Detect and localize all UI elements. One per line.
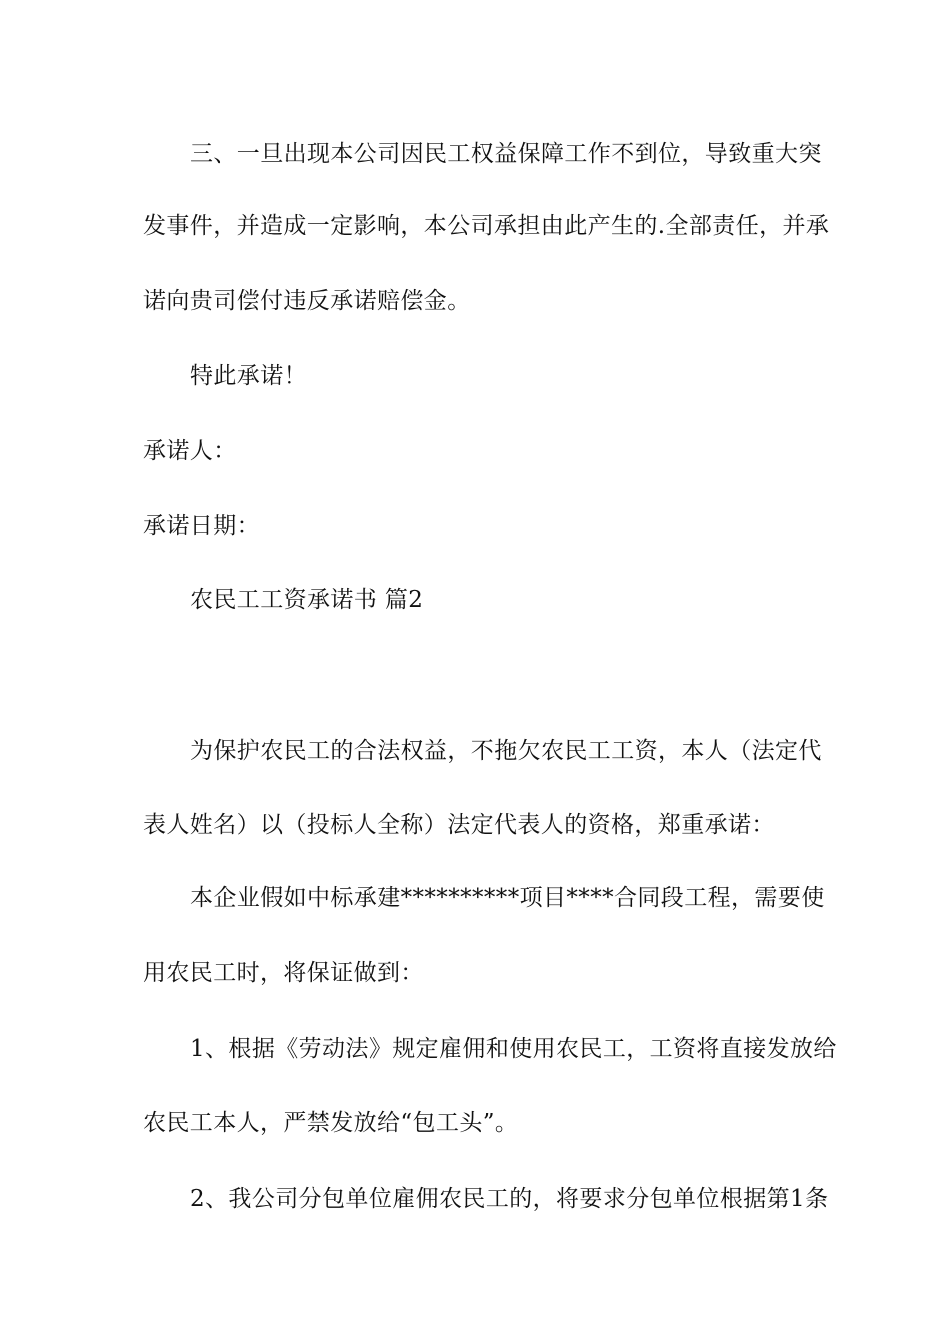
paragraph-line-8: 1、根据《劳动法》规定雇佣和使用农民工，工资将直接发放给 [190, 1036, 837, 1062]
paragraph-line-10: 2、我公司分包单位雇佣农民工的，将要求分包单位根据第1条 [190, 1186, 829, 1212]
promise-date-label: 承诺日期： [143, 513, 260, 539]
closing-statement: 特此承诺！ [190, 363, 307, 389]
section-title: 农民工工资承诺书 篇2 [190, 587, 424, 613]
paragraph-line-6: 本企业假如中标承建**********项目****合同段工程，需要使 [190, 885, 825, 911]
paragraph-line-1: 三、一旦出现本公司因民工权益保障工作不到位，导致重大突 [190, 141, 822, 167]
paragraph-line-5: 表人姓名）以（投标人全称）法定代表人的资格，郑重承诺： [143, 812, 775, 838]
promisor-label: 承诺人： [143, 438, 237, 464]
paragraph-line-2: 发事件，并造成一定影响，本公司承担由此产生的.全部责任，并承 [143, 213, 830, 239]
paragraph-line-4: 为保护农民工的合法权益，不拖欠农民工工资，本人（法定代 [190, 738, 822, 764]
paragraph-line-7: 用农民工时，将保证做到： [143, 960, 424, 986]
paragraph-line-3: 诺向贵司偿付违反承诺赔偿金。 [143, 288, 471, 314]
paragraph-line-9: 农民工本人，严禁发放给“包工头”。 [143, 1110, 519, 1136]
